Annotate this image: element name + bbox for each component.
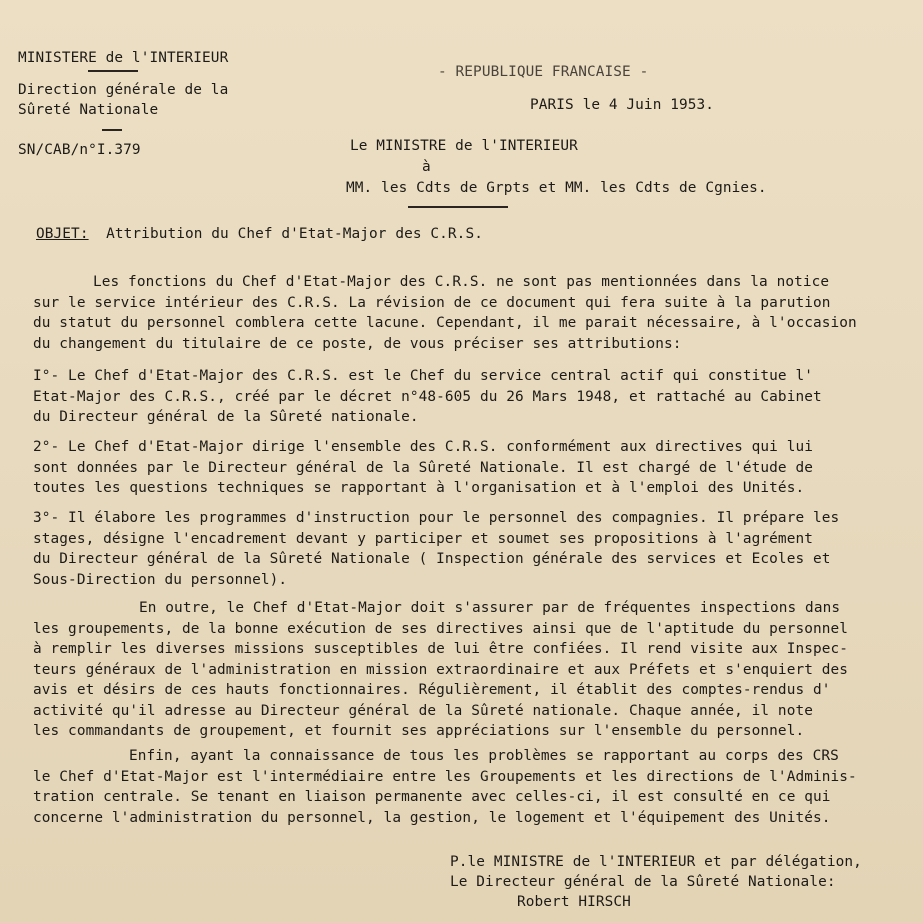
signatory-name: Robert HIRSCH bbox=[517, 894, 631, 910]
paragraph-line: tration centrale. Se tenant en liaison permanente avec celles-ci, il est consulté en ce qui bbox=[33, 789, 831, 805]
direction-line-1: Direction générale de la bbox=[18, 82, 229, 98]
paragraph-line: du Directeur général de la Sûreté Nationale ( Inspection générale des services et Ecoles et bbox=[33, 551, 831, 567]
paragraph-line: En outre, le Chef d'Etat-Major doit s'assurer par de fréquentes inspections dans bbox=[139, 600, 841, 616]
paragraph-line: Enfin, ayant la connaissance de tous les problèmes se rapportant au corps des CRS bbox=[129, 748, 839, 764]
paragraph-line: du changement du titulaire de ce poste, de vous préciser ses attributions: bbox=[33, 335, 682, 352]
paragraph-line: à remplir les diverses missions susceptibles de lui être confiées. Il rend visite aux Inspec- bbox=[33, 641, 849, 657]
place-date: PARIS le 4 Juin 1953. bbox=[530, 97, 715, 113]
paragraph-line: du statut du personnel comblera cette lacune. Cependant, il me parait nécessaire, à l'occasion bbox=[33, 315, 857, 331]
paragraph-line: I°- Le Chef d'Etat-Major des C.R.S. est le Chef du service central actif qui constitue l' bbox=[33, 368, 813, 384]
recipients: MM. les Cdts de Grpts et MM. les Cdts de Cgnies. bbox=[346, 180, 767, 196]
signature-line-2: Le Directeur général de la Sûreté Nationale: bbox=[450, 874, 836, 890]
intro-paragraph bbox=[33, 272, 857, 354]
paragraph-line: avis et désirs de ces hauts fonctionnaires. Régulièrement, il établit des comptes-rendus d' bbox=[33, 682, 831, 698]
paragraph-line: les commandants de groupement, et fournit ses appréciations sur l'ensemble du personnel. bbox=[33, 723, 805, 739]
reference-number: SN/CAB/n°I.379 bbox=[18, 142, 141, 158]
paragraph-line: activité qu'il adresse au Directeur général de la Sûreté nationale. Chaque année, il note bbox=[33, 702, 813, 719]
paragraph-line: toutes les questions techniques se rapportant à l'organisation et à l'emploi des Unités. bbox=[33, 480, 805, 496]
paragraph-line: les groupements, de la bonne exécution de ses directives ainsi que de l'aptitude du personnel bbox=[33, 620, 849, 637]
header-divider bbox=[88, 70, 138, 72]
paragraph-line: stages, désigne l'encadrement devant y participer et soumet ses propositions à l'agrément bbox=[33, 530, 813, 547]
header-divider bbox=[102, 129, 122, 131]
address-divider bbox=[408, 206, 508, 208]
paragraph-line: teurs généraux de l'administration en mission extraordinaire et aux Préfets et s'enquiert des bbox=[33, 661, 849, 678]
paragraph-line: Les fonctions du Chef d'Etat-Major des C.R.S. ne sont pas mentionnées dans la notice bbox=[93, 274, 830, 290]
signature-line-1: P.le MINISTRE de l'INTERIEUR et par délégation, bbox=[450, 854, 862, 870]
point-3-paragraph bbox=[33, 508, 839, 590]
paragraph-line: 2°- Le Chef d'Etat-Major dirige l'ensemble des C.R.S. conformément aux directives qui lui bbox=[33, 439, 813, 455]
paragraph-line: le Chef d'Etat-Major est l'intermédiaire entre les Groupements et les directions de l'Adminis- bbox=[33, 768, 857, 785]
sender: Le MINISTRE de l'INTERIEUR bbox=[350, 138, 578, 154]
paragraph-line: Etat-Major des C.R.S., créé par le décret n°48-605 du 26 Mars 1948, et rattaché au Cabinet bbox=[33, 388, 822, 405]
paragraph-line: 3°- Il élabore les programmes d'instruction pour le personnel des compagnies. Il prépare les bbox=[33, 510, 840, 526]
object-line bbox=[36, 224, 483, 245]
paragraph-line: sont données par le Directeur général de la Sûreté Nationale. Il est chargé de l'étude de bbox=[33, 459, 813, 476]
point-2-paragraph bbox=[33, 437, 813, 499]
point-1-paragraph bbox=[33, 366, 822, 428]
liaison-paragraph bbox=[33, 746, 857, 828]
republic-header: - REPUBLIQUE FRANCAISE - bbox=[438, 64, 649, 80]
object-label: OBJET: bbox=[36, 226, 89, 242]
inspection-paragraph bbox=[33, 598, 848, 742]
direction-line-2: Sûreté Nationale bbox=[18, 102, 159, 118]
paragraph-line: concerne l'administration du personnel, la gestion, le logement et l'équipement des Unités. bbox=[33, 809, 831, 826]
object-text: Attribution du Chef d'Etat-Major des C.R.S. bbox=[106, 226, 483, 242]
paragraph-line: du Directeur général de la Sûreté nationale. bbox=[33, 409, 419, 425]
ministry-header: MINISTERE de l'INTERIEUR bbox=[18, 50, 229, 66]
paragraph-line: sur le service intérieur des C.R.S. La révision de ce document qui fera suite à la parution bbox=[33, 294, 831, 311]
address-to: à bbox=[422, 159, 431, 175]
paragraph-line: Sous-Direction du personnel). bbox=[33, 571, 288, 588]
